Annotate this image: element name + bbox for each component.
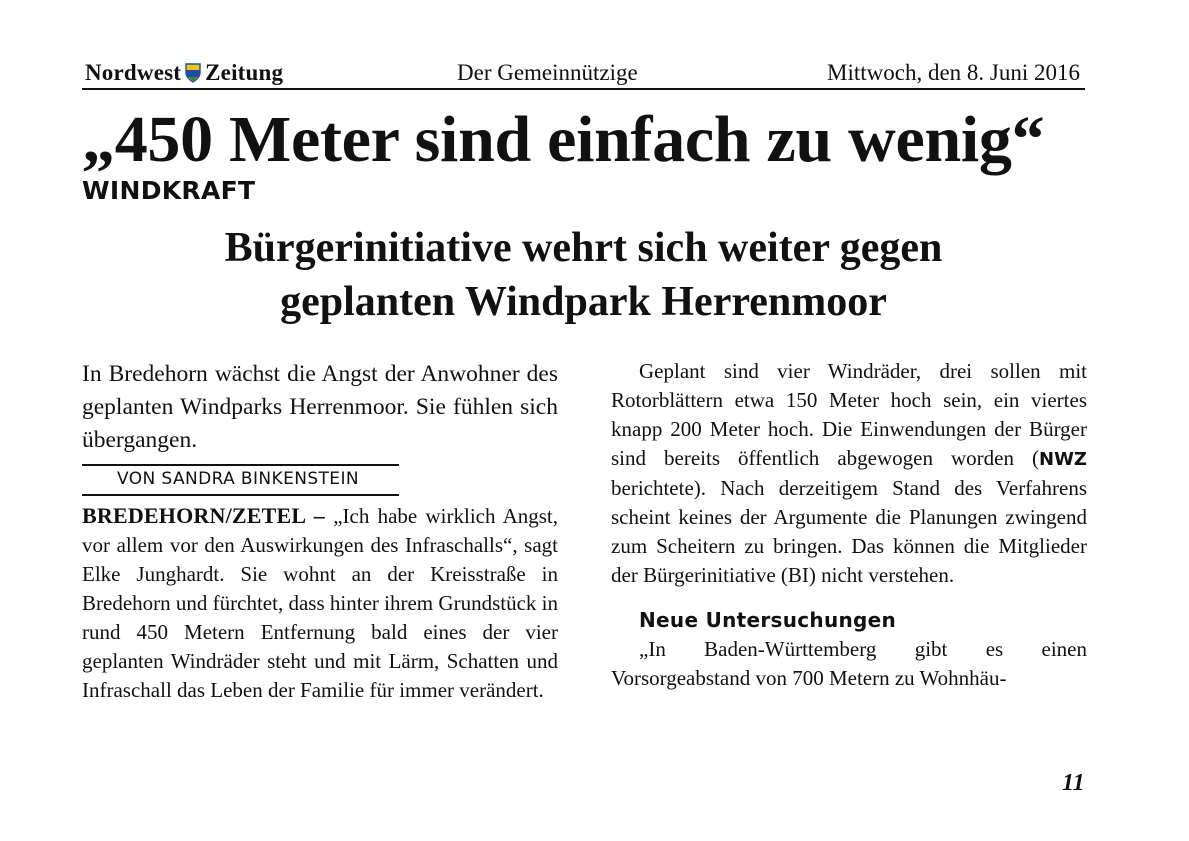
dateline: BREDEHORN/ZETEL –	[82, 503, 325, 528]
coat-of-arms-icon	[185, 63, 201, 89]
column-left	[82, 358, 558, 705]
body-paragraph-2	[611, 357, 1087, 590]
headline: „450 Meter sind einfach zu wenig“	[82, 103, 1045, 176]
paragraph-2-text-a: Geplant sind vier Windräder, drei sollen mit Rotorblättern etwa 150 Meter hoch sein, ein viertes knapp 200 Meter hoch. Die Einwendungen der Bürger sind bereits öffentlich abgewogen worden (	[611, 359, 1087, 470]
page-number: 11	[1062, 770, 1085, 796]
column-right	[611, 357, 1087, 693]
body-paragraph-3: „In Baden-Württemberg gibt es einen Vorsorgeabstand von 700 Metern zu Wohnhäu-	[611, 637, 1087, 690]
subhead	[82, 221, 1085, 329]
paper-name-part1: Nordwest	[85, 60, 182, 85]
paragraph-2-text-b: berichtete). Nach derzeitigem Stand des Verfahrens scheint keines der Argumente die Planungen zwingend zum Scheitern zu bringen. Das können die Mitglieder der Bürgerinitiative (BI) nicht verstehen.	[611, 476, 1087, 587]
byline: VON SANDRA BINKENSTEIN	[117, 469, 359, 489]
paper-name	[85, 60, 283, 89]
paper-name-part2: Zeitung	[205, 60, 284, 85]
paragraph-1-text: „Ich habe wirklich Angst, vor allem vor den Auswirkungen des Infraschalls“, sagt Elke Junghardt. Sie wohnt an der Kreisstraße in Bredehorn und fürchtet, dass hinter ihrem Grundstück in rund 450 Metern Entfernung bald eines der vier geplanten Windräder steht und mit Lärm, Schatten und Infraschall das Leben der Familie für immer verändert.	[82, 504, 558, 702]
nwz-abbreviation: NWZ	[1039, 449, 1087, 470]
section-subheading: Neue Untersuchungen	[639, 608, 897, 632]
subhead-line1: Bürgerinitiative wehrt sich weiter gegen	[224, 225, 943, 271]
kicker: WINDKRAFT	[82, 176, 256, 205]
supplement-title: Der Gemeinnützige	[457, 60, 638, 85]
byline-box	[82, 464, 399, 496]
lead-paragraph: In Bredehorn wächst die Angst der Anwohner des geplanten Windparks Herrenmoor. Sie fühlen sich übergangen.	[82, 361, 558, 453]
issue-date: Mittwoch, den 8. Juni 2016	[827, 60, 1080, 85]
body-paragraph-1	[82, 501, 558, 705]
subhead-line2: geplanten Windpark Herrenmoor	[280, 279, 887, 325]
masthead-rule	[82, 88, 1085, 90]
masthead	[82, 58, 1085, 88]
